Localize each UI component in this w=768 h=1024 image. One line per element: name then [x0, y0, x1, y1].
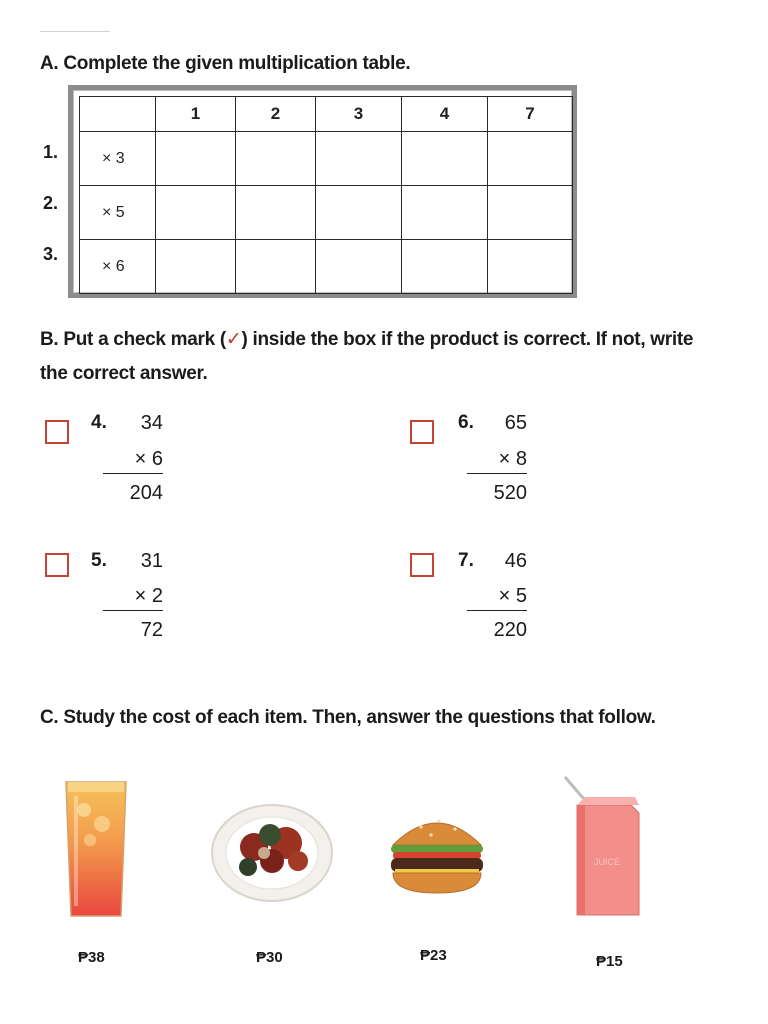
multiplicand: 46 — [504, 550, 527, 572]
table-row — [80, 186, 573, 240]
answer-cell[interactable] — [316, 240, 402, 294]
price-label: ₱23 — [420, 947, 447, 964]
answer-cell[interactable] — [402, 240, 488, 294]
answer-cell[interactable] — [236, 132, 316, 186]
table-row — [80, 240, 573, 294]
answer-cell[interactable] — [316, 132, 402, 186]
problem-number: 4. — [91, 412, 107, 433]
answer-cell[interactable] — [488, 186, 573, 240]
answer-cell[interactable] — [402, 186, 488, 240]
section-c-heading: C. Study the cost of each item. Then, answer the questions that follow. — [40, 707, 656, 728]
multiplicand: 31 — [140, 550, 163, 572]
juice-box-icon — [555, 775, 645, 925]
problem-number: 5. — [91, 550, 107, 571]
table-row — [80, 132, 573, 186]
row-multiplier: × 3 — [80, 132, 156, 186]
row-number-3: 3. — [43, 244, 59, 264]
section-b-heading-line2: the correct answer. — [40, 363, 208, 384]
svg-text:JUICE: JUICE — [593, 857, 621, 867]
row-number-2: 2. — [43, 193, 59, 213]
answer-checkbox-5[interactable] — [45, 553, 69, 577]
product: 204 — [129, 482, 163, 504]
price-label: ₱15 — [596, 953, 623, 970]
answer-cell[interactable] — [156, 186, 236, 240]
table-header-row — [80, 97, 573, 132]
top-rule — [40, 31, 110, 32]
product: 72 — [140, 619, 163, 641]
section-b-heading-start: B. Put a check mark ( — [40, 329, 226, 350]
column-header: 3 — [316, 97, 402, 132]
header-corner-cell — [80, 97, 156, 132]
hamburger-icon — [385, 805, 489, 904]
multiplication-table-frame — [68, 85, 577, 298]
product: 220 — [493, 619, 527, 641]
problem-number: 7. — [458, 550, 474, 571]
answer-cell[interactable] — [156, 240, 236, 294]
section-b-heading-end: ) inside the box if the product is correct. If not, write — [241, 329, 694, 350]
answer-cell[interactable] — [488, 240, 573, 294]
multiplicand: 65 — [504, 412, 527, 434]
column-header: 7 — [488, 97, 573, 132]
price-label: ₱30 — [256, 949, 283, 966]
section-a-heading: A. Complete the given multiplication table. — [40, 53, 411, 74]
answer-checkbox-4[interactable] — [45, 420, 69, 444]
problem-number: 6. — [458, 412, 474, 433]
answer-cell[interactable] — [402, 132, 488, 186]
multiplier: × 2 — [103, 585, 163, 611]
answer-cell[interactable] — [316, 186, 402, 240]
section-b-heading — [40, 328, 693, 351]
multiplication-table — [79, 96, 573, 294]
check-mark-icon: ✓ — [225, 329, 242, 350]
multiplicand: 34 — [140, 412, 163, 434]
juice-glass-icon — [62, 778, 130, 925]
answer-cell[interactable] — [488, 132, 573, 186]
multiplier: × 5 — [467, 585, 527, 611]
column-header: 2 — [236, 97, 316, 132]
answer-checkbox-7[interactable] — [410, 553, 434, 577]
row-multiplier: × 6 — [80, 240, 156, 294]
answer-checkbox-6[interactable] — [410, 420, 434, 444]
price-label: ₱38 — [78, 949, 105, 966]
food-plate-icon — [210, 795, 334, 910]
multiplier: × 6 — [103, 448, 163, 474]
answer-cell[interactable] — [156, 132, 236, 186]
row-number-1: 1. — [43, 142, 59, 162]
answer-cell[interactable] — [236, 240, 316, 294]
answer-cell[interactable] — [236, 186, 316, 240]
product: 520 — [493, 482, 527, 504]
row-multiplier: × 5 — [80, 186, 156, 240]
multiplier: × 8 — [467, 448, 527, 474]
column-header: 1 — [156, 97, 236, 132]
column-header: 4 — [402, 97, 488, 132]
